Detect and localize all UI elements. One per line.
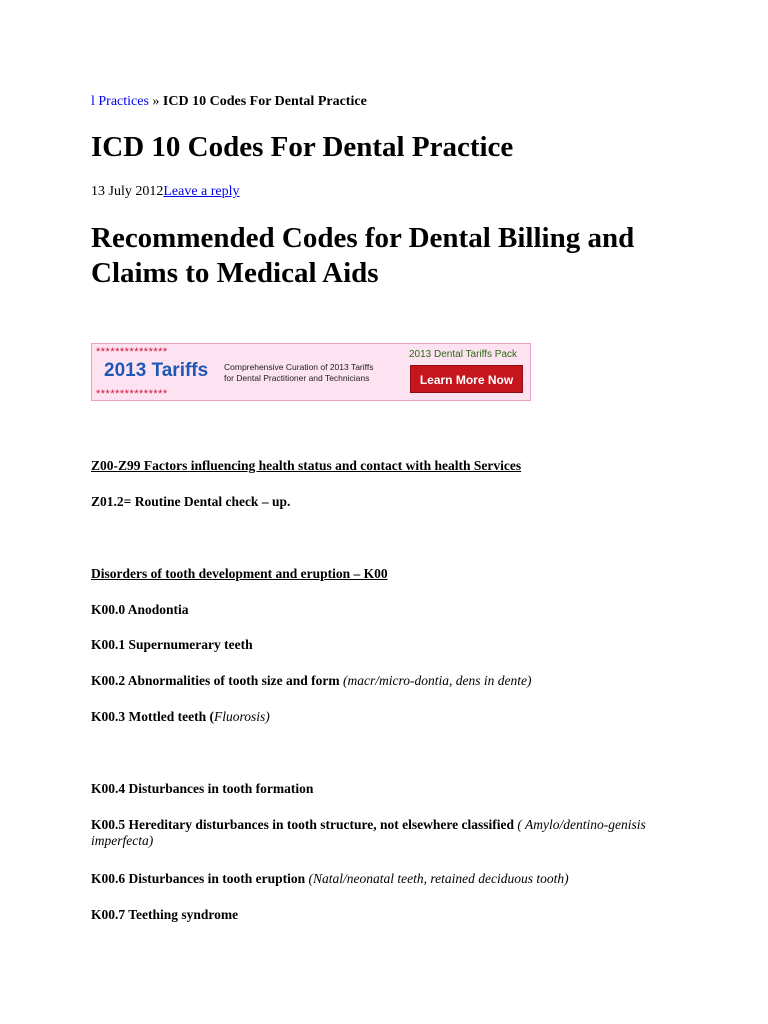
leave-reply-link[interactable]: Leave a reply [163,184,240,199]
banner-desc-line1: Comprehensive Curation of 2013 Tariffs [224,362,374,372]
section-heading-text: Z00-Z99 Factors influencing health status and contact with health Services [91,458,522,473]
breadcrumb-current: ICD 10 Codes For Dental Practice [162,94,367,109]
banner-desc-line2: for Dental Practitioner and Technicians [224,373,370,383]
code-k00-5 [91,817,691,849]
post-meta [91,184,240,200]
code-k00-1: K00.1 Supernumerary teeth [91,637,253,652]
breadcrumb-separator: » [148,94,163,109]
code-k00-2-note: (macr/micro-dontia, dens in dente) [343,673,532,688]
banner-description [224,362,373,384]
banner-pack-label: 2013 Dental Tariffs Pack [409,349,518,360]
banner-stars-bottom: *************** [96,388,168,400]
code-k00-5-note: ( Amylo/dentino-genisis imperfecta) [91,817,646,848]
learn-more-button[interactable]: Learn More Now [410,365,523,393]
post-date: 13 July 2012 [91,184,164,199]
page-title: ICD 10 Codes For Dental Practice [91,131,514,163]
code-k00-6-note: (Natal/neonatal teeth, retained deciduous tooth) [308,871,569,886]
section-heading-z00-z99 [91,458,521,474]
code-k00-4: K00.4 Disturbances in tooth formation [91,781,314,796]
tariffs-ad-banner[interactable] [91,343,531,401]
code-z01-2: Z01.2= Routine Dental check – up. [91,494,291,509]
code-k00-6 [91,871,569,887]
section-heading-text: Disorders of tooth development and eruption – K00 [91,566,388,581]
article-subtitle: Recommended Codes for Dental Billing and Claims to Medical Aids [91,222,635,289]
code-k00-3-note: Fluorosis) [213,709,270,724]
code-k00-3 [91,709,270,725]
breadcrumb-parent-link[interactable]: l Practices [91,94,149,109]
code-k00-0: K00.0 Anodontia [91,602,189,617]
breadcrumb [91,94,367,110]
code-k00-5-label: K00.5 Hereditary disturbances in tooth structure, not elsewhere classified [91,817,518,832]
code-k00-6-label: K00.6 Disturbances in tooth eruption [91,871,309,886]
section-heading-k00 [91,566,388,582]
banner-headline: 2013 Tariffs [104,360,209,381]
code-k00-7: K00.7 Teething syndrome [91,907,239,922]
code-k00-3-label: K00.3 Mottled teeth ( [91,709,214,724]
code-k00-2-label: K00.2 Abnormalities of tooth size and form [91,673,343,688]
code-k00-2 [91,673,531,689]
banner-stars-top: *************** [96,346,168,358]
